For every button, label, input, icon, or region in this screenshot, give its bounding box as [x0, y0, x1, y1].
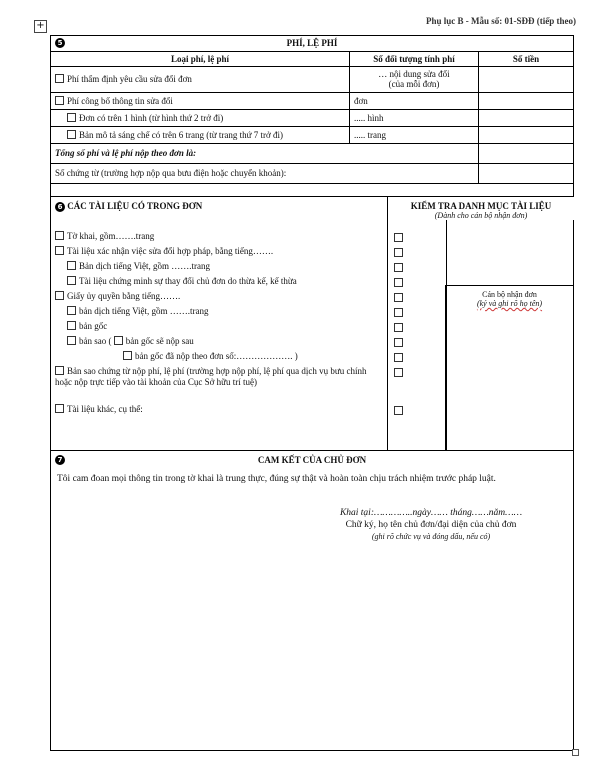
check-checkbox[interactable] — [394, 293, 403, 302]
check-checkbox[interactable] — [394, 338, 403, 347]
fee-row-count: ..... hình — [350, 109, 479, 126]
document-item: Giấy ủy quyền bằng tiếng……. — [55, 291, 180, 302]
document-item: bản sao ( bản gốc sẽ nộp sau — [67, 336, 194, 347]
fee-row — [51, 109, 573, 126]
commitment-signer: Chữ ký, họ tên chủ đơn/đại diện của chủ đơn — [345, 520, 517, 530]
fees-col-amount: Số tiền — [479, 51, 574, 66]
check-title: KIỂM TRA DANH MỤC TÀI LIỆU — [410, 201, 552, 211]
document-item: Tờ khai, gồm…….trang — [55, 231, 154, 242]
commitment-section — [51, 450, 573, 751]
check-checkbox[interactable] — [394, 406, 403, 415]
document-checkbox[interactable] — [67, 306, 76, 315]
fees-col-count: Số đối tượng tính phí — [350, 51, 479, 66]
document-checkbox[interactable] — [67, 261, 76, 270]
check-checkbox[interactable] — [394, 368, 403, 377]
document-checkbox[interactable] — [55, 366, 64, 375]
document-item: Tài liệu chứng minh sự thay đổi chủ đơn do thừa kế, kế thừa — [67, 276, 297, 287]
document-checkbox[interactable] — [114, 336, 123, 345]
section-5-number-icon: 5 — [55, 38, 65, 48]
document-checkbox[interactable] — [67, 336, 76, 345]
fees-total-label: Tổng số phí và lệ phí nộp theo đơn là: — [51, 143, 479, 163]
document-checkbox[interactable] — [55, 404, 64, 413]
check-checkbox[interactable] — [394, 323, 403, 332]
document-checkbox[interactable] — [67, 276, 76, 285]
check-subtitle: (Dành cho cán bộ nhận đơn) — [434, 211, 528, 220]
document-item: Bản sao chứng từ nộp phí, lệ phí (trường hợp nộp phí, lệ phí qua dịch vụ bưu chính hoặc nộp trực tiếp vào tài khoản của Cục Sở hữu trí tuệ) — [55, 366, 367, 387]
fees-voucher-label: Số chứng từ (trường hợp nộp qua bưu điện hoặc chuyển khoản): — [51, 163, 479, 183]
table-move-handle[interactable]: + — [34, 20, 47, 33]
fee-row-amount[interactable] — [479, 66, 574, 92]
fee-row-amount[interactable] — [479, 92, 574, 109]
commitment-place-date: Khai tại:…………..ngày…… tháng……năm…… — [339, 508, 523, 518]
officer-sign-note: (ký và ghi rõ họ tên) — [476, 299, 543, 308]
document-item: bản gốc — [67, 321, 107, 332]
documents-title-row — [55, 201, 202, 212]
fees-section-title-cell — [51, 36, 573, 51]
check-header — [387, 197, 574, 220]
documents-title: CÁC TÀI LIỆU CÓ TRONG ĐƠN — [67, 201, 203, 211]
fee-row-count: đơn — [350, 92, 479, 109]
fee-row-count: ..... trang — [350, 126, 479, 143]
fee-row-amount[interactable] — [479, 109, 574, 126]
officer-title: Cán bộ nhận đơn — [482, 290, 537, 299]
document-item: bản gốc đã nộp theo đơn số:………………. ) — [123, 351, 298, 362]
fee-row-count: … nội dung sửa đổi (của mỗi đơn) — [350, 66, 479, 92]
fee-row — [51, 126, 573, 143]
document-checkbox[interactable] — [55, 231, 64, 240]
check-checkbox[interactable] — [394, 353, 403, 362]
document-item: Bản dịch tiếng Việt, gồm …….trang — [67, 261, 210, 272]
table-resize-handle[interactable] — [572, 749, 579, 756]
fees-voucher-value[interactable] — [479, 163, 574, 183]
document-item: bản dịch tiếng Việt, gồm …….trang — [67, 306, 209, 317]
commitment-title: CAM KẾT CỦA CHỦ ĐƠN — [257, 455, 367, 465]
check-checkbox[interactable] — [394, 278, 403, 287]
form-frame — [50, 35, 574, 751]
fees-total-amount[interactable] — [479, 143, 574, 163]
check-checkbox[interactable] — [394, 263, 403, 272]
fees-section-title: PHÍ, LỆ PHÍ — [286, 38, 338, 49]
officer-signature-box[interactable] — [445, 285, 573, 451]
section-6-number-icon: 6 — [55, 202, 65, 212]
commitment-signature-block — [301, 507, 561, 543]
fee-checkbox[interactable] — [55, 96, 64, 105]
fee-checkbox[interactable] — [55, 74, 64, 83]
document-checkbox[interactable] — [123, 351, 132, 360]
document-checkbox[interactable] — [55, 246, 64, 255]
check-column — [387, 197, 447, 451]
documents-list — [51, 197, 387, 451]
fee-row-label: Phí thẩm định yêu cầu sửa đổi đơn — [51, 66, 350, 92]
fee-row-label: Phí công bố thông tin sửa đổi — [51, 92, 350, 109]
fees-col-type: Loại phí, lệ phí — [51, 51, 350, 66]
document-checkbox[interactable] — [55, 291, 64, 300]
check-checkbox[interactable] — [394, 308, 403, 317]
documents-section — [51, 196, 573, 451]
document-item: Tài liệu khác, cụ thể: — [55, 404, 143, 415]
fee-row-amount[interactable] — [479, 126, 574, 143]
fee-row — [51, 66, 573, 92]
fee-row — [51, 92, 573, 109]
commitment-text: Tôi cam đoan mọi thông tin trong tờ khai là trung thực, đúng sự thật và hoàn toàn chịu trách nhiệm trước pháp luật. — [57, 474, 496, 484]
fees-table — [51, 36, 573, 184]
document-item: Tài liệu xác nhận việc sửa đổi hợp pháp, bằng tiếng……. — [55, 246, 273, 257]
document-checkbox[interactable] — [67, 321, 76, 330]
fee-row-label: Đơn có trên 1 hình (từ hình thứ 2 trở đi) — [51, 109, 350, 126]
fee-row-label: Bản mô tả sáng chế có trên 6 trang (từ trang thứ 7 trở đi) — [51, 126, 350, 143]
fee-checkbox[interactable] — [67, 130, 76, 139]
section-7-number-icon: 7 — [55, 455, 65, 465]
fee-checkbox[interactable] — [67, 113, 76, 122]
commitment-note: (ghi rõ chức vụ và đóng dấu, nếu có) — [371, 532, 491, 541]
check-checkbox[interactable] — [394, 233, 403, 242]
check-checkbox[interactable] — [394, 248, 403, 257]
commitment-title-row — [51, 455, 573, 465]
page-header: Phụ lục B - Mẫu số: 01-SĐĐ (tiếp theo) — [426, 16, 576, 26]
